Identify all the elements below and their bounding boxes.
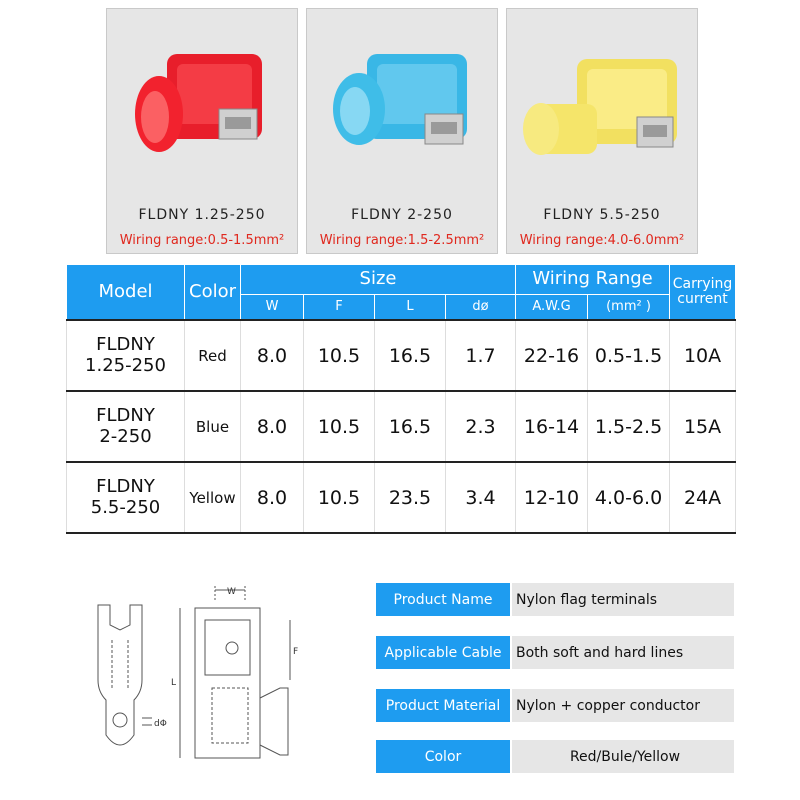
info-label: Product Name [376,583,510,616]
cell-w: 8.0 [241,391,304,462]
info-value: Red/Bule/Yellow [512,740,734,773]
spec-table [66,264,736,534]
info-label: Color [376,740,510,773]
terminal-dimension-drawing [80,580,320,780]
cell-model [67,462,185,533]
product-card-blue [306,8,498,254]
header-carrying-current [670,265,736,321]
info-label: Applicable Cable [376,636,510,669]
product-card-yellow [506,8,698,254]
product-model-label: FLDNY 1.25-250 [138,207,266,223]
cell-mm: 0.5-1.5 [588,320,670,391]
product-wiring-range: Wiring range:4.0-6.0mm² [519,233,685,248]
table-row [67,462,736,533]
model-line1: FLDNY [96,404,155,426]
dim-f-label: F [293,647,299,657]
model-line2: 2-250 [99,425,152,447]
header-size: Size [241,265,516,295]
cell-w: 8.0 [241,462,304,533]
cell-color: Yellow [185,462,241,533]
dim-l-label: L [171,678,177,688]
info-row-product-material [376,689,734,722]
header-carrying-line2: current [677,291,728,307]
product-wiring-range: Wiring range:0.5-1.5mm² [119,233,285,248]
cell-d: 1.7 [446,320,516,391]
header-color: Color [185,265,241,321]
product-model-label: FLDNY 5.5-250 [543,207,661,223]
cell-d: 2.3 [446,391,516,462]
model-line2: 5.5-250 [90,496,161,518]
header-wiring-range: Wiring Range [516,265,670,295]
info-value: Nylon flag terminals [512,583,734,616]
cell-l: 23.5 [375,462,446,533]
cell-mm: 4.0-6.0 [588,462,670,533]
table-row [67,320,736,391]
model-line2: 1.25-250 [85,354,166,376]
dim-d-label: dΦ [154,719,167,729]
cell-mm: 1.5-2.5 [588,391,670,462]
info-value: Nylon + copper conductor [512,689,734,722]
info-row-color [376,740,734,773]
dim-w-label: W [227,587,236,597]
cell-l: 16.5 [375,391,446,462]
product-card-red [106,8,298,254]
cell-f: 10.5 [304,320,375,391]
header-model: Model [67,265,185,321]
header-carrying-line1: Carrying [672,276,733,293]
cell-color: Blue [185,391,241,462]
header-f: F [304,294,375,320]
header-l: L [375,294,446,320]
product-wiring-range: Wiring range:1.5-2.5mm² [319,233,485,248]
cell-model [67,391,185,462]
cell-current: 10A [670,320,736,391]
cell-color: Red [185,320,241,391]
cell-current: 15A [670,391,736,462]
header-d: dø [446,294,516,320]
cell-awg: 22-16 [516,320,588,391]
cell-awg: 12-10 [516,462,588,533]
model-line1: FLDNY [96,475,155,497]
red-terminal-photo [107,9,299,199]
info-row-product-name [376,583,734,616]
cell-model [67,320,185,391]
blue-terminal-photo [307,9,499,199]
info-value: Both soft and hard lines [512,636,734,669]
yellow-terminal-photo [507,9,699,199]
product-model-label: FLDNY 2-250 [351,207,453,223]
model-line1: FLDNY [96,333,155,355]
cell-f: 10.5 [304,391,375,462]
header-mm: (mm² ) [588,294,670,320]
info-row-applicable-cable [376,636,734,669]
cell-w: 8.0 [241,320,304,391]
cell-l: 16.5 [375,320,446,391]
header-awg: A.W.G [516,294,588,320]
cell-awg: 16-14 [516,391,588,462]
table-row [67,391,736,462]
cell-current: 24A [670,462,736,533]
cell-f: 10.5 [304,462,375,533]
cell-d: 3.4 [446,462,516,533]
info-label: Product Material [376,689,510,722]
header-w: W [241,294,304,320]
